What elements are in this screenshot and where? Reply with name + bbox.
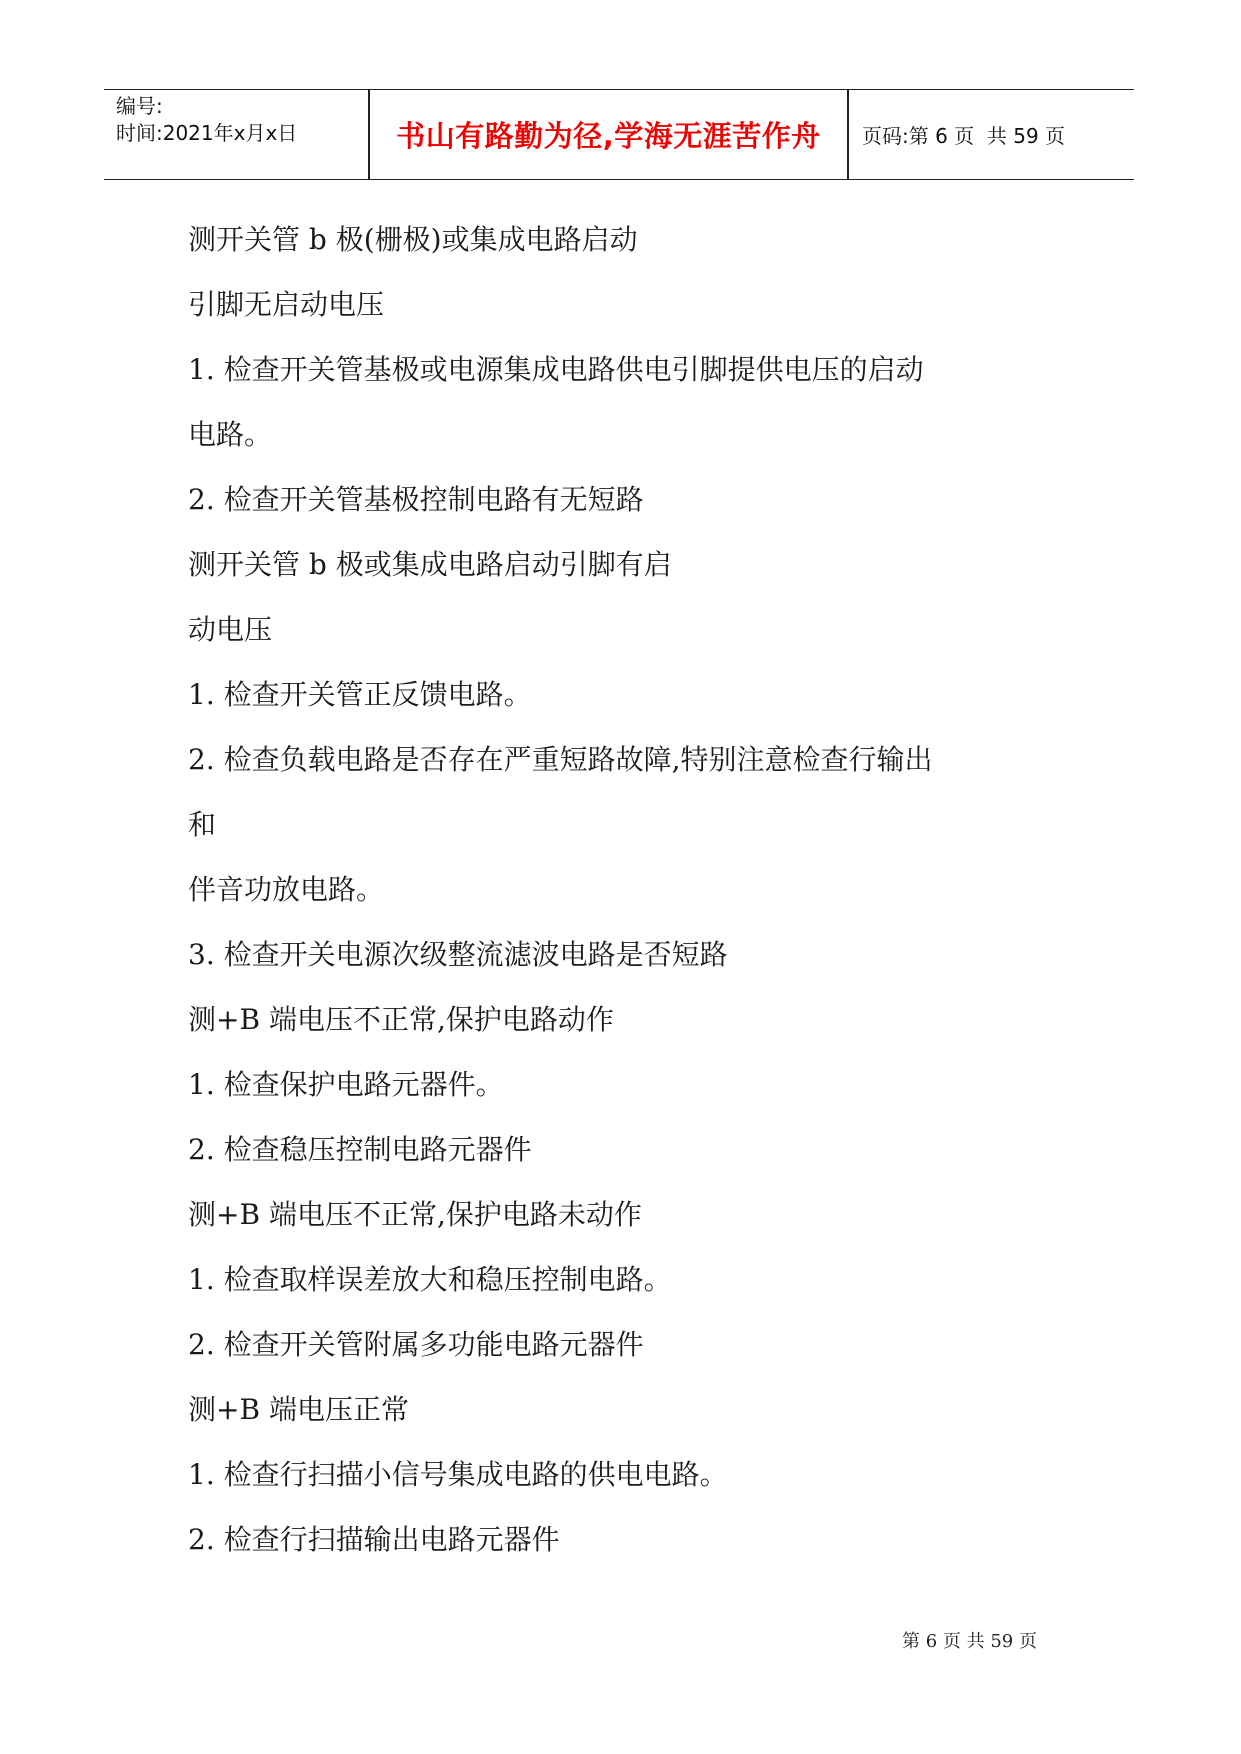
text-line: 测+B 端电压不正常,保护电路未动作 <box>188 1198 642 1231</box>
header-motto: 书山有路勤为径,学海无涯苦作舟 <box>396 119 821 153</box>
text-line: 1. 检查开关管基极或电源集成电路供电引脚提供电压的启动 <box>188 353 924 386</box>
header-divider <box>847 90 849 179</box>
text-line: 测+B 端电压不正常,保护电路动作 <box>188 1003 614 1036</box>
text-line: 1. 检查保护电路元器件。 <box>188 1068 504 1101</box>
header-page-code: 页码:第 6 页 共 59 页 <box>862 124 1066 148</box>
document-body <box>188 220 1068 1585</box>
text-line: 电路。 <box>188 418 273 451</box>
text-line: 和 <box>188 808 217 841</box>
text-line: 2. 检查开关管附属多功能电路元器件 <box>188 1328 644 1361</box>
text-line: 2. 检查开关管基极控制电路有无短路 <box>188 483 644 516</box>
text-line: 2. 检查行扫描输出电路元器件 <box>188 1523 560 1556</box>
text-line: 测开关管 b 极(栅极)或集成电路启动 <box>188 223 638 256</box>
text-line: 伴音功放电路。 <box>188 873 385 906</box>
text-line: 1. 检查取样误差放大和稳压控制电路。 <box>188 1263 672 1296</box>
text-line: 2. 检查稳压控制电路元器件 <box>188 1133 532 1166</box>
text-line: 测开关管 b 极或集成电路启动引脚有启 <box>188 548 672 581</box>
header-meta <box>104 90 364 179</box>
page-header <box>104 89 1134 180</box>
text-line: 2. 检查负载电路是否存在严重短路故障,特别注意检查行输出 <box>188 743 933 776</box>
text-line: 1. 检查行扫描小信号集成电路的供电电路。 <box>188 1458 728 1491</box>
text-line: 测+B 端电压正常 <box>188 1393 409 1426</box>
text-line: 动电压 <box>188 613 273 646</box>
date-label: 时间:2021年x月x日 <box>116 121 298 145</box>
serial-number-label: 编号: <box>116 94 163 118</box>
text-line: 1. 检查开关管正反馈电路。 <box>188 678 532 711</box>
page-footer: 第 6 页 共 59 页 <box>902 1631 1037 1652</box>
text-line: 3. 检查开关电源次级整流滤波电路是否短路 <box>188 938 728 971</box>
text-line: 引脚无启动电压 <box>188 288 385 321</box>
